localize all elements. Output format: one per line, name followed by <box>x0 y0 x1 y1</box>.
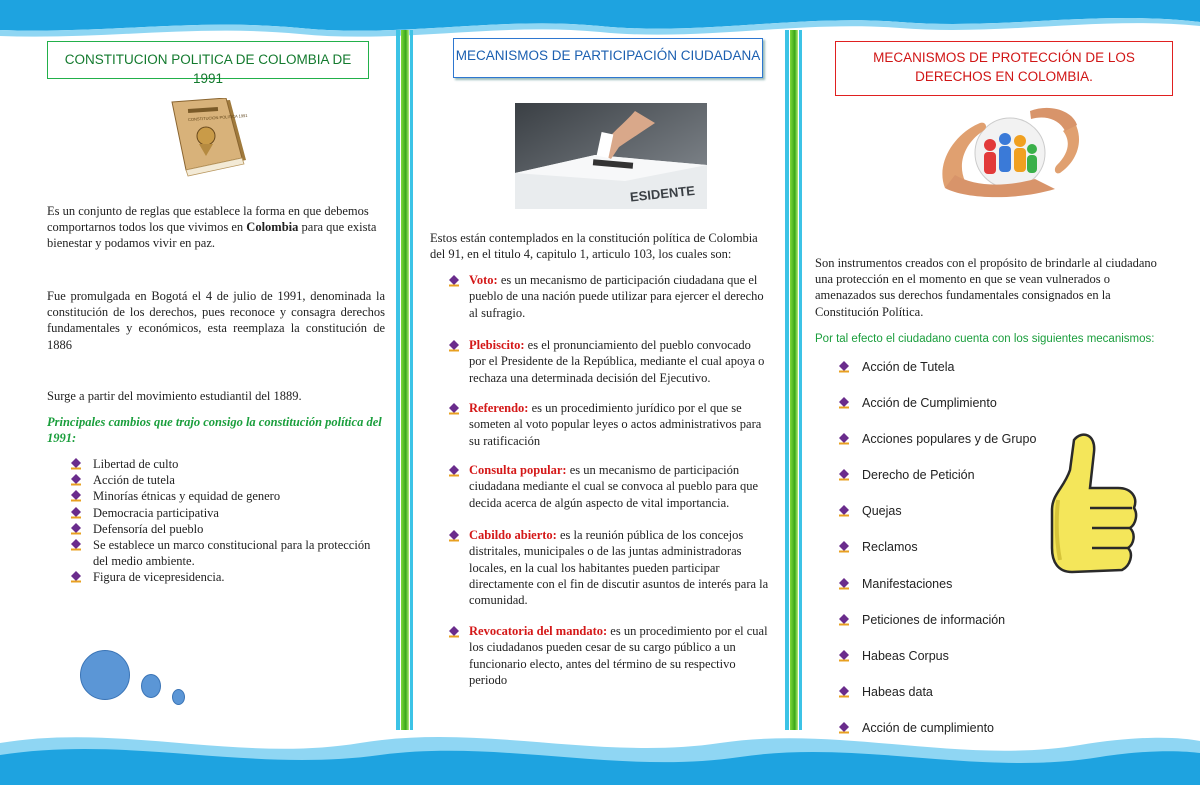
arrow-bullet-icon <box>838 541 850 553</box>
arrow-bullet-icon <box>70 539 82 551</box>
participation-mechanism-item: Voto: es un mecanismo de participación ciudadana que el pueblo de una nación puede utilizar para ejercer el derecho al sufragio. <box>448 272 770 321</box>
arrow-bullet-icon <box>838 722 850 734</box>
decor-circle-small <box>172 689 185 705</box>
arrow-bullet-icon <box>838 578 850 590</box>
arrow-bullet-icon <box>448 403 460 415</box>
arrow-bullet-icon <box>448 275 460 287</box>
participation-mechanism-item: Plebiscito: es el pronunciamiento del pueblo convocado por el Presidente de la República, mediante el cual apoya o rechaza una determinada decisión del Ejecutivo. <box>448 337 770 386</box>
arrow-bullet-icon <box>70 458 82 470</box>
changes-list <box>70 456 385 586</box>
decor-circle-large <box>80 650 130 700</box>
protection-mechanisms-list <box>838 359 1036 756</box>
participation-mechanism-item: Revocatoria del mandato: es un procedimiento por el cual los ciudadanos pueden cesar de su cargo público a un funcionario electo, antes del término de su respectivo periodo <box>448 623 770 688</box>
change-item: Libertad de culto <box>70 456 385 472</box>
participation-intro: Estos están contemplados en la constitución política de Colombia del 91, en el titulo 4, capitulo 1, articulo 103, los cuales son: <box>430 231 758 262</box>
origin-text: Surge a partir del movimiento estudiantil del 1889. <box>47 389 302 403</box>
arrow-bullet-icon <box>838 505 850 517</box>
change-item: Minorías étnicas y equidad de genero <box>70 488 385 504</box>
arrow-bullet-icon <box>838 361 850 373</box>
protection-mechanism-item: Quejas <box>838 503 1036 539</box>
arrow-bullet-icon <box>70 490 82 502</box>
thumbs-up-image <box>1048 430 1140 610</box>
arrow-bullet-icon <box>448 340 460 352</box>
arrow-bullet-icon <box>448 530 460 542</box>
divider-left <box>396 30 414 730</box>
protection-mechanism-item: Habeas data <box>838 684 1036 720</box>
protection-mechanism-item: Acciones populares y de Grupo <box>838 431 1036 467</box>
constitution-title: CONSTITUCION POLITICA DE COLOMBIA DE 1991 <box>47 41 369 79</box>
divider-right <box>785 30 803 730</box>
book-label: CONSTITUCION POLITICA 1991 <box>187 112 248 123</box>
protection-mechanism-item: Acción de Tutela <box>838 359 1036 395</box>
participation-mechanism-item: Consulta popular: es un mecanismo de participación ciudadana mediante el cual se convoca al pueblo para que decida acerca de algún aspecto de vital importancia. <box>448 462 770 511</box>
change-item: Democracia participativa <box>70 505 385 521</box>
decor-circle-medium <box>141 674 161 698</box>
protection-mechanism-item: Peticiones de información <box>838 612 1036 648</box>
protection-intro: Son instrumentos creados con el propósito de brindarle al ciudadano una protección en el momento en que se vean vulnerados o amenazados sus derechos fundamentales consignados en la Constitución Política. <box>815 256 1157 319</box>
arrow-bullet-icon <box>448 465 460 477</box>
protection-hands-image <box>935 103 1085 203</box>
participation-mechanism-item: Referendo: es un procedimiento jurídico por el que se someten al voto popular leyes o actos administrativos para su ratificación <box>448 400 770 449</box>
constitution-intro: Es un conjunto de reglas que establece la forma en que debemos comportarnos todos los que vivimos en Colombia para que exista bienestar y podamos vivir en paz. <box>47 204 377 251</box>
participation-title: MECANISMOS DE PARTICIPACIÓN CIUDADANA <box>453 38 763 78</box>
change-item: Defensoría del pueblo <box>70 521 385 537</box>
protection-mechanisms-title: Por tal efecto el ciudadano cuenta con los siguientes mecanismos: <box>815 333 1155 345</box>
changes-title: Principales cambios que trajo consigo la constitución política del 1991: <box>47 415 382 446</box>
protection-mechanism-item: Acción de Cumplimiento <box>838 395 1036 431</box>
top-wave-decoration <box>0 0 1200 40</box>
change-item: Se establece un marco constitucional para la protección del medio ambiente. <box>70 537 385 569</box>
protection-mechanism-item: Acción de cumplimiento <box>838 720 1036 756</box>
constitution-book-image <box>168 98 248 180</box>
protection-title: MECANISMOS DE PROTECCIÓN DE LOS DERECHOS EN COLOMBIA. <box>835 41 1173 96</box>
protection-mechanism-item: Reclamos <box>838 539 1036 575</box>
arrow-bullet-icon <box>838 469 850 481</box>
arrow-bullet-icon <box>70 523 82 535</box>
ballot-label: ESIDENTE <box>629 182 696 205</box>
arrow-bullet-icon <box>70 507 82 519</box>
protection-mechanism-item: Derecho de Petición <box>838 467 1036 503</box>
change-item: Acción de tutela <box>70 472 385 488</box>
promulgation-text: Fue promulgada en Bogotá el 4 de julio de 1991, denominada la constitución de los derechos, pues reconoce y consagra derechos fundamentales y económicos, esta reemplaza la constitución de 1886 <box>47 289 385 352</box>
arrow-bullet-icon <box>448 626 460 638</box>
arrow-bullet-icon <box>838 397 850 409</box>
protection-mechanism-item: Habeas Corpus <box>838 648 1036 684</box>
protection-mechanism-item: Manifestaciones <box>838 576 1036 612</box>
arrow-bullet-icon <box>838 614 850 626</box>
change-item: Figura de vicepresidencia. <box>70 569 385 585</box>
arrow-bullet-icon <box>70 474 82 486</box>
arrow-bullet-icon <box>838 433 850 445</box>
participation-mechanism-item: Cabildo abierto: es la reunión pública de los concejos distritales, municipales o de las juntas administradoras locales, en la cual los habitantes pueden participar directamente con el fin de discutir asuntos de interés para la comunidad. <box>448 527 770 608</box>
arrow-bullet-icon <box>838 650 850 662</box>
ballot-box-image <box>515 103 707 209</box>
arrow-bullet-icon <box>838 686 850 698</box>
arrow-bullet-icon <box>70 571 82 583</box>
